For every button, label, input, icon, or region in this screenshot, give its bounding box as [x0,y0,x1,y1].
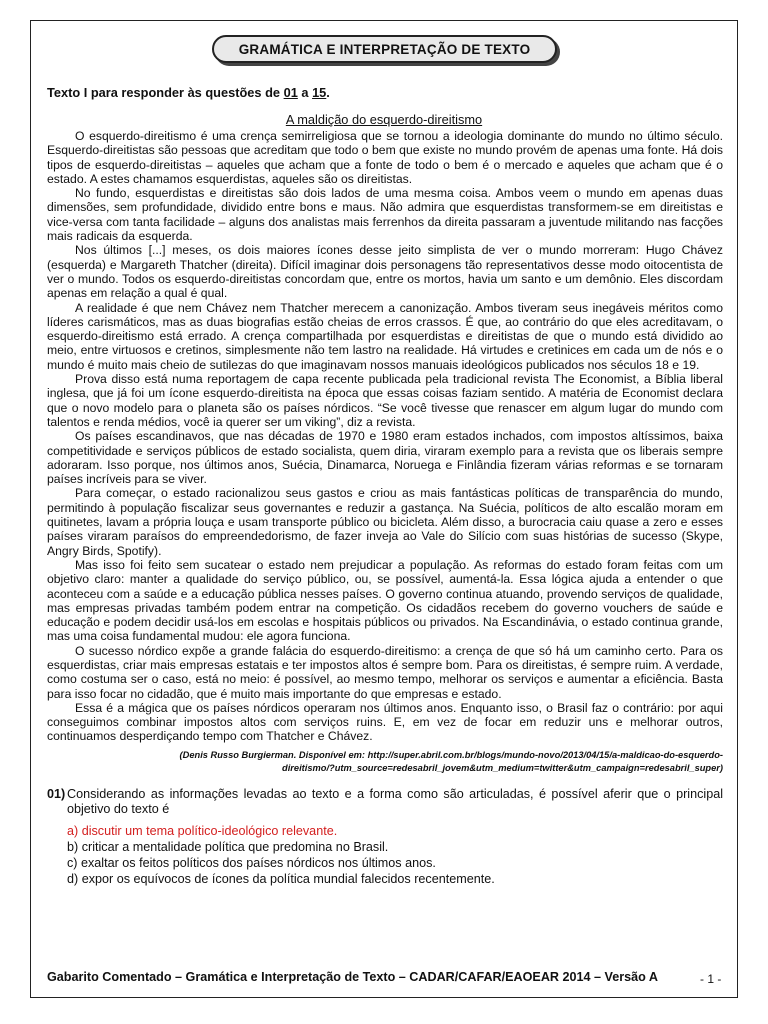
article-body [47,129,723,744]
source-line: direitismo/?utm_source=redesabril_jovem&utm_medium=twitter&utm_campaign=redesabril_super) [282,762,723,773]
question-text: Considerando as informações levadas ao texto e a forma como são articuladas, é possível aferir que o principal objetivo do texto é [67,787,723,816]
article-source [47,749,723,774]
intro-prefix: Texto I para responder às questões de [47,85,284,100]
article-paragraph: A realidade é que nem Chávez nem Thatcher merecem a canonização. Ambos tiveram seus inegáveis méritos como líderes carismáticos, mas as duas biografias estão cheias de erros crassos. É que, ao contrário do que eles acreditavam, o esquerdo-direitismo está errado. A crença compartilhada por esquerdistas e direitistas de que o mundo está dividido ao meio, entre virtuosos e cretinos, simplesmente não tem lastro na realidade. Há virtudes e cretinices em cada um de nós e o mundo é muito mais cheio de sutilezas do que imaginavam nossos manuais ideológicos publicados nos séculos 18 e 19. [47,300,723,372]
article-paragraph: Para começar, o estado racionalizou seus gastos e criou as mais fantásticas políticas de transparência do mundo, permitindo à população fiscalizar seus governantes e reduzir a gastança. Na Suécia, políticos de alto escalão moram em quitinetes, lavam a própria louça e usam transporte público ou bicicleta. Além disso, a burocracia caiu quase a zero e esses países viraram paraísos do empreendedorismo, de fazer inveja ao Vale do Silício com suas histórias de sucesso (Skype, Angry Birds, Spotify). [47,486,723,558]
option-a: a) discutir um tema político-ideológico relevante. [67,824,338,838]
article-paragraph: No fundo, esquerdistas e direitistas são dois lados de uma mesma coisa. Ambos veem o mundo em apenas duas dimensões, sem profundidade, dividido entre bons e maus. Não admira que esquerdistas transformem-se em direitistas e vice-versa com tanta facilidade – alguns dos analistas mais ferrenhos da direita passaram a juventude militando nas facções mais radicais da esquerda. [47,186,723,244]
answer-options [67,823,495,887]
text-intro [47,85,330,100]
option-b: b) criticar a mentalidade política que predomina no Brasil. [67,840,389,854]
option-d: d) expor os equívocos de ícones da política mundial falecidos recentemente. [67,872,495,886]
article-paragraph: Essa é a mágica que os países nórdicos operaram nos últimos anos. Enquanto isso, o Brasil faz o contrário: por aqui conseguimos combinar impostos altos com serviços ruins. E, em vez de focar em reduzir uns e melhorar outros, continuamos desperdiçando tempo com Thatcher e Chávez. [47,700,723,744]
intro-mid: a [297,85,313,100]
article-paragraph: Os países escandinavos, que nas décadas de 1970 e 1980 eram estados inchados, com impostos altíssimos, baixa competitividade e serviços públicos de estado socialista, quem diria, viraram exemplo para a revista que os liberais sempre adoraram. Isso porque, nos últimos anos, Suécia, Dinamarca, Noruega e Finlândia fizeram várias reformas e se tornaram países incríveis para se viver. [47,429,723,487]
article-paragraph: Nos últimos [...] meses, os dois maiores ícones desse jeito simplista de ver o mundo morreram: Hugo Chávez (esquerda) e Margareth Thatcher (direita). Difícil imaginar dois personagens tão representativos desse modo oitocentista de ver o mundo. Todos os esquerdo-direitistas concordam que, entre os mortos, havia um santo e um demônio. Eles discordam apenas em relação a qual é qual. [47,243,723,301]
footer-text: Gabarito Comentado – Gramática e Interpretação de Texto – CADAR/CAFAR/EAOEAR 2014 – Versão A [47,970,658,984]
intro-to: 15 [312,85,327,100]
option-c: c) exaltar os feitos políticos dos países nórdicos nos últimos anos. [67,856,436,870]
section-banner: GRAMÁTICA E INTERPRETAÇÃO DE TEXTO [212,35,557,63]
article-title: A maldição do esquerdo-direitismo [285,112,483,127]
page-number: - 1 - [700,972,722,986]
article-paragraph: Prova disso está numa reportagem de capa recente publicada pela tradicional revista The Economist, a Bíblia liberal inglesa, que já foi um ícone esquerdo-direitista na época que essas coisas faziam sentido. A matéria de Economist declara que o novo modelo para o planeta são os países nórdicos. “Se você tivesse que renascer em algum lugar do mundo com talentos e renda médios, você ia querer ser um viking”, diz a revista. [47,372,723,429]
intro-from: 01 [283,85,298,100]
question-number: 01) [47,787,66,801]
article-paragraph: O esquerdo-direitismo é uma crença semirreligiosa que se tornou a ideologia dominante do mundo no último século. Esquerdo-direitistas são pessoas que acreditam que todo o bem que existe no mundo provém de apenas uma fonte. Há dois tipos de esquerdo-direitistas – aqueles que acham que a fonte de todo o bem é o mercado e aqueles que acham que é o estado. A estes chamamos esquerdistas, aqueles são os direitistas. [47,129,723,186]
source-line: (Denis Russo Burgierman. Disponível em: http://super.abril.com.br/blogs/mundo-novo/2013/04/15/a-maldicao-do-esquerdo- [179,750,723,760]
article-paragraph: Mas isso foi feito sem sucatear o estado nem prejudicar a população. As reformas do estado foram feitas com um objetivo claro: manter a qualidade do serviço público, ou, se possível, aumentá-la. Essa lógica ajuda a entender o que aconteceu com a saúde e a educação pública nesses países. O governo continua atuando, provendo serviços de qualidade, mas empresas privadas também podem entrar na competição. Os cidadãos recebem do governo vouchers de saúde e educação e podem decidir usá-los em escolas e hospitais públicos ou privados. Na Escandinávia, o estado continua grande, mas uma coisa fundamental mudou: ele agora funciona. [47,557,723,644]
intro-suffix: . [326,85,330,100]
article-paragraph: O sucesso nórdico expõe a grande falácia do esquerdo-direitismo: a crença de que só há um caminho certo. Para os esquerdistas, criar mais empresas estatais e ter impostos altos é sempre bom. Para os direitistas, é sempre ruim. A verdade, como costuma ser o caso, está no meio: é possível, ao mesmo tempo, melhorar os serviços e aumentar a eficiência. Basta para isso focar no cidadão, que é muito mais importante do que empresas e estado. [47,643,723,701]
